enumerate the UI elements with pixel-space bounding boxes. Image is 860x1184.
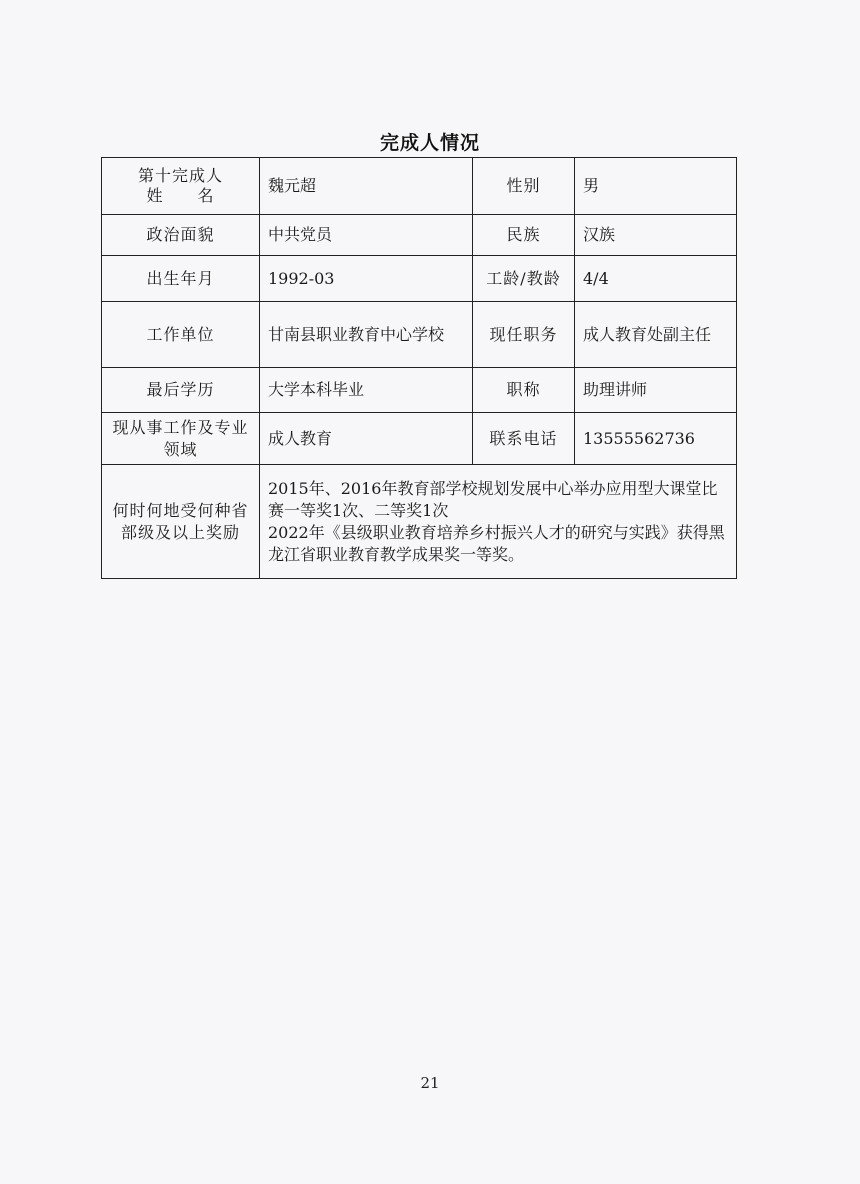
birth-label: 出生年月 — [102, 256, 260, 302]
gender-label: 性别 — [473, 158, 575, 215]
table-row-field — [102, 413, 737, 465]
awards-line-2: 2022年《县级职业教育培养乡村振兴人才的研究与实践》获得黑龙江省职业教育教学成果奖一等奖。 — [268, 522, 725, 564]
phone-label: 联系电话 — [473, 413, 575, 465]
awards-label: 何时何地受何种省部级及以上奖励 — [102, 465, 260, 579]
name-value: 魏元超 — [260, 158, 473, 215]
table-row-education — [102, 368, 737, 413]
title-label: 职称 — [473, 368, 575, 413]
field-value: 成人教育 — [260, 413, 473, 465]
gender-value: 男 — [575, 158, 737, 215]
table-row-awards — [102, 465, 737, 579]
political-label: 政治面貌 — [102, 215, 260, 256]
education-label: 最后学历 — [102, 368, 260, 413]
page-number: 21 — [420, 1074, 440, 1092]
page-title: 完成人情况 — [379, 132, 480, 154]
seniority-value: 4/4 — [575, 256, 737, 302]
name-label-cell — [102, 158, 260, 215]
personnel-info-table — [101, 157, 737, 579]
awards-value — [260, 465, 737, 579]
position-value: 成人教育处副主任 — [575, 302, 737, 368]
work-unit-value: 甘南县职业教育中心学校 — [260, 302, 473, 368]
name-label-line2: 姓 名 — [146, 185, 215, 205]
seniority-label: 工龄/教龄 — [473, 256, 575, 302]
table-row-work-unit — [102, 302, 737, 368]
table-row-political — [102, 215, 737, 256]
position-label: 现任职务 — [473, 302, 575, 368]
ethnicity-value: 汉族 — [575, 215, 737, 256]
ethnicity-label: 民族 — [473, 215, 575, 256]
work-unit-label: 工作单位 — [102, 302, 260, 368]
title-value: 助理讲师 — [575, 368, 737, 413]
birth-value: 1992-03 — [260, 256, 473, 302]
table-row-name — [102, 158, 737, 215]
political-value: 中共党员 — [260, 215, 473, 256]
field-label: 现从事工作及专业领域 — [102, 413, 260, 465]
education-value: 大学本科毕业 — [260, 368, 473, 413]
awards-line-1: 2015年、2016年教育部学校规划发展中心举办应用型大课堂比赛一等奖1次、二等奖1次 — [268, 478, 718, 520]
table-row-birth — [102, 256, 737, 302]
phone-value: 13555562736 — [575, 413, 737, 465]
name-label-line1: 第十完成人 — [137, 165, 223, 185]
